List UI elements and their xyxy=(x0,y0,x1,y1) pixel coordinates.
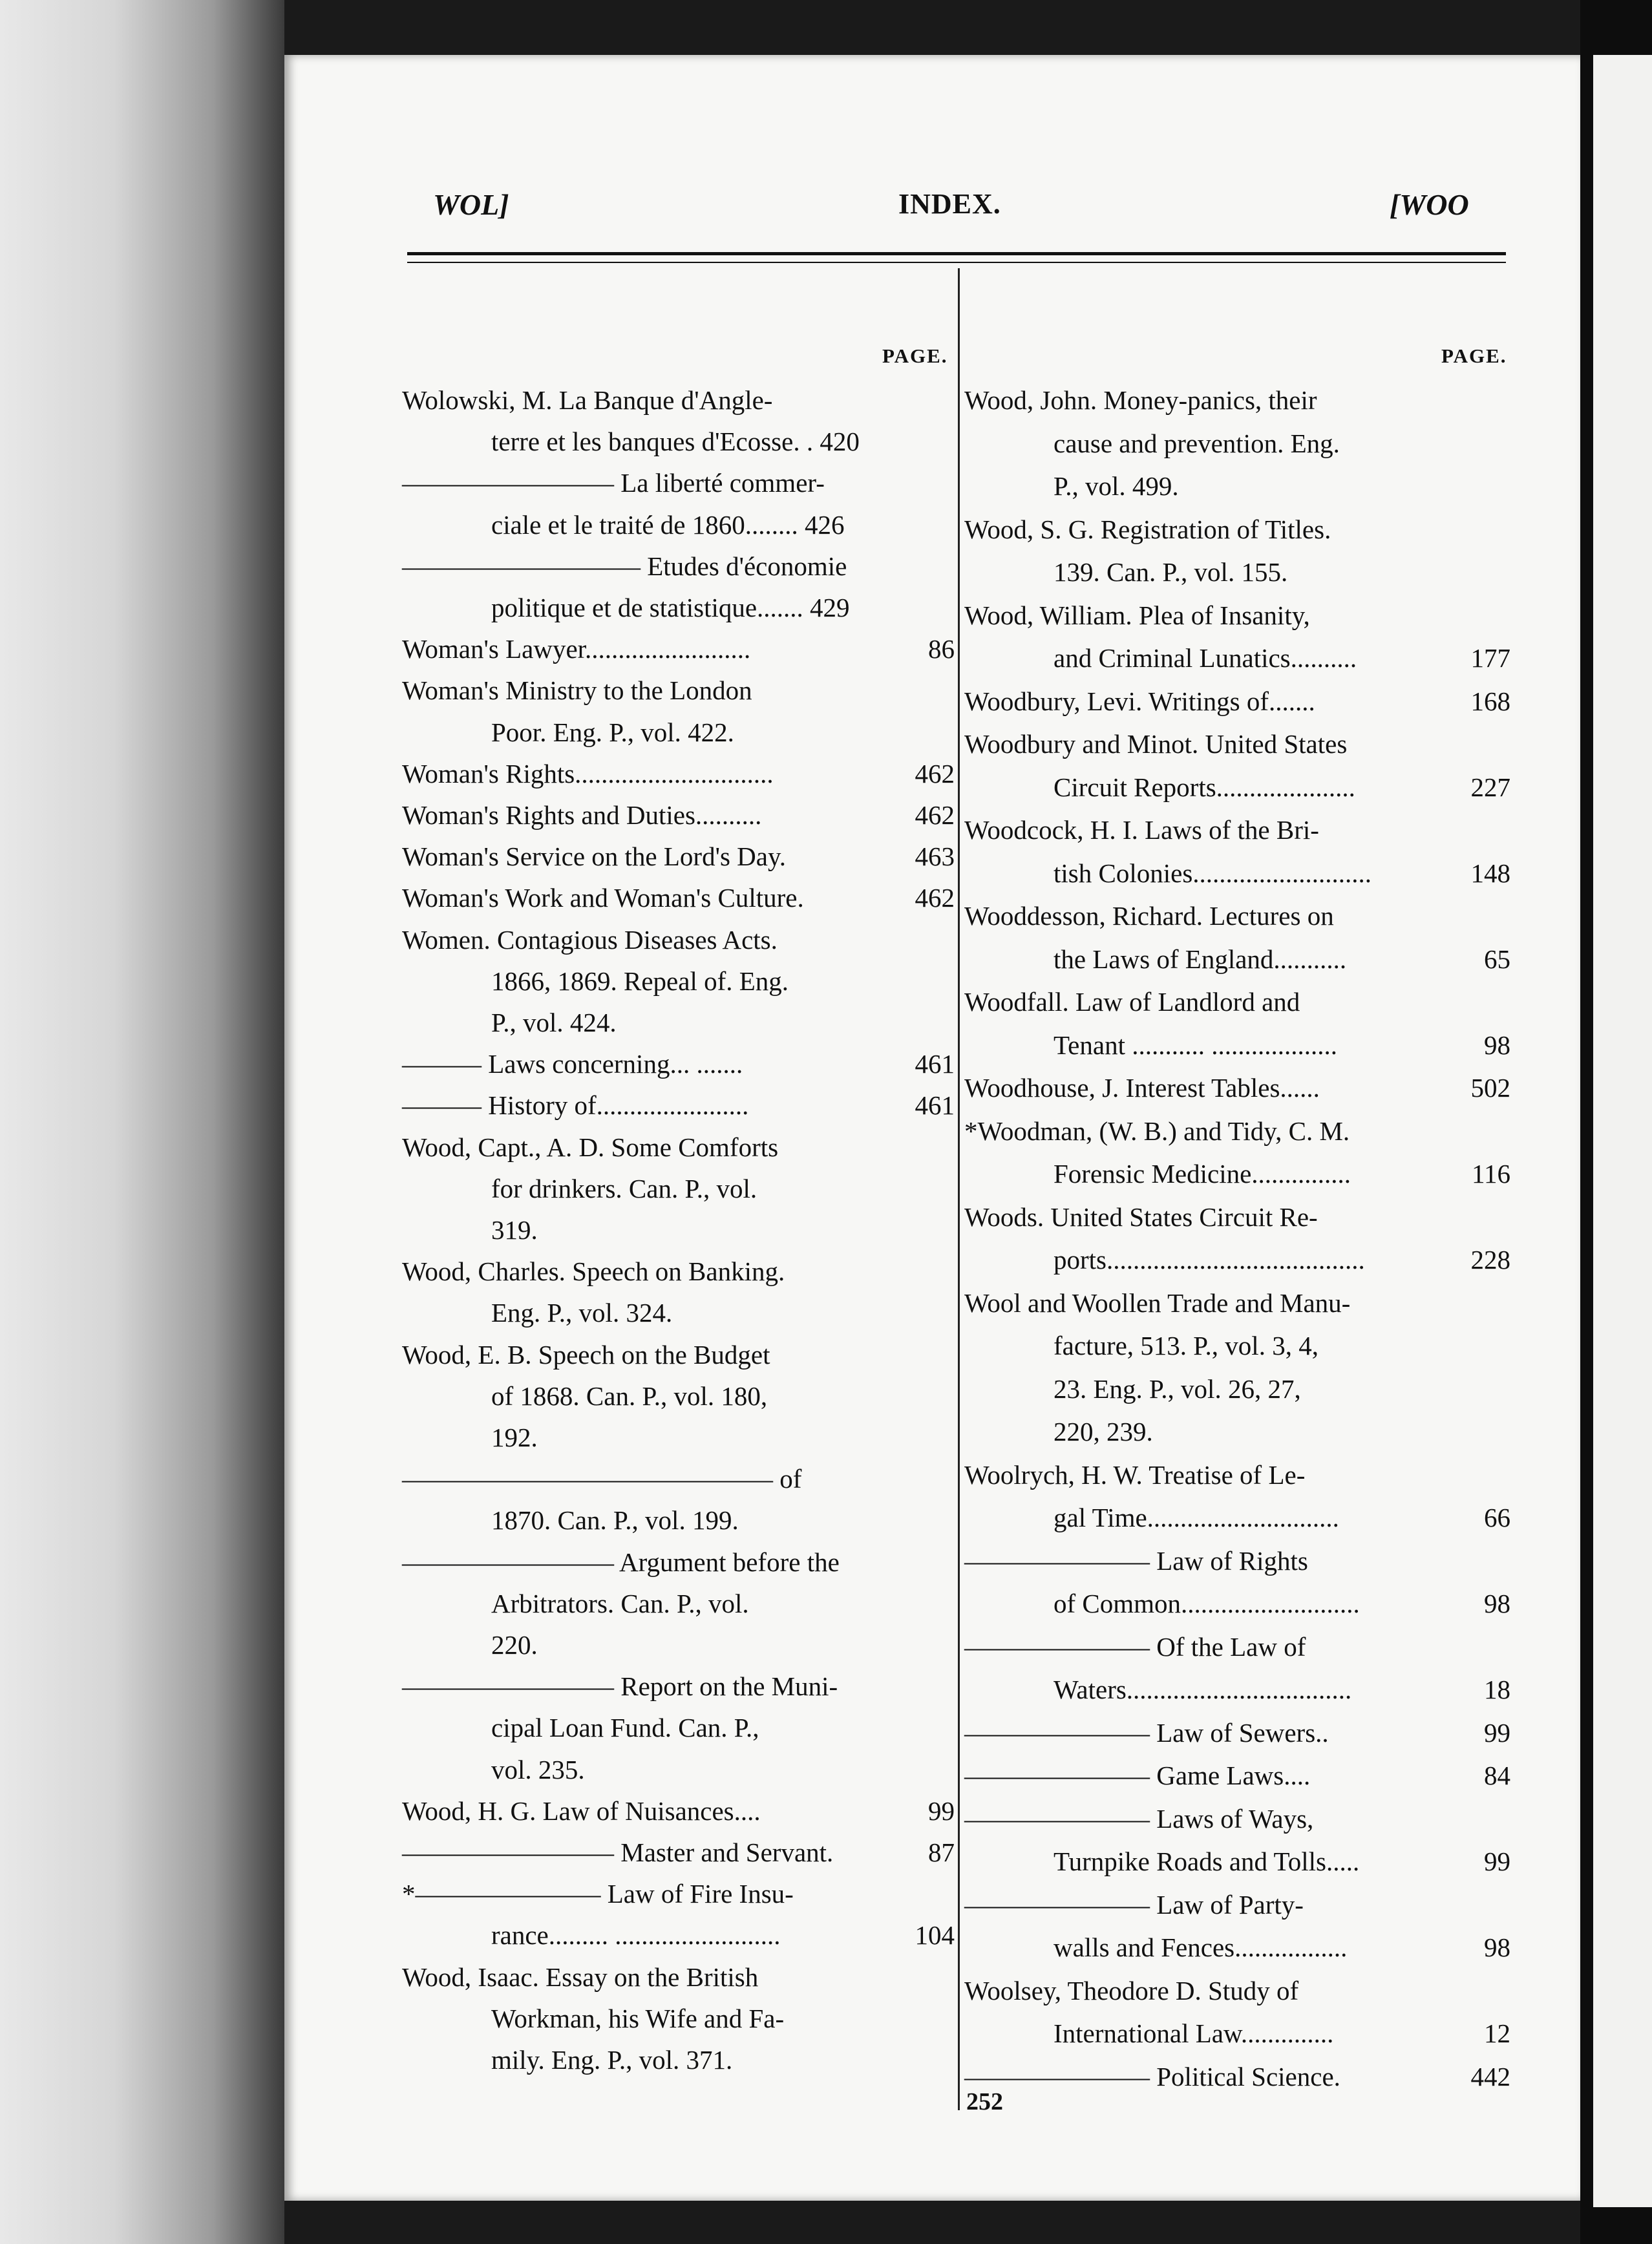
index-entry-line xyxy=(402,587,955,628)
index-entry-line xyxy=(402,1790,955,1832)
index-entry-line xyxy=(964,895,1510,937)
index-entry-text: Waters.................................. xyxy=(1054,1675,1352,1704)
index-entry-line xyxy=(402,836,955,877)
index-entry-line xyxy=(964,2056,1510,2097)
index-entry-text: of 1868. Can. P., vol. 180, xyxy=(491,1381,768,1411)
index-entry-page: 98 xyxy=(1484,1589,1510,1618)
index-entry-page: 148 xyxy=(1470,858,1510,888)
index-entry-text: ———————— Report on the Muni- xyxy=(402,1671,838,1702)
index-entry-text: terre et les banques d'Ecosse. . 420 xyxy=(491,427,860,457)
index-entry-text: ———————— Master and Servant. xyxy=(402,1837,834,1867)
index-entry-line xyxy=(402,1832,955,1873)
index-entry-page: 18 xyxy=(1484,1675,1510,1704)
index-entry-page: 461 xyxy=(915,1090,955,1121)
index-entry-line xyxy=(402,1707,955,1748)
index-entry-text: P., vol. 499. xyxy=(1054,471,1179,501)
index-entry-line xyxy=(402,794,955,836)
index-entry-line xyxy=(402,1251,955,1292)
index-page xyxy=(284,55,1580,2201)
index-entry-text: 220. xyxy=(491,1630,538,1660)
running-head-left: WOL] xyxy=(433,188,509,221)
index-entry-text: ————————— Etudes d'économie xyxy=(402,551,847,581)
index-entry-page: 98 xyxy=(1484,1932,1510,1962)
index-entry-page: 502 xyxy=(1470,1073,1510,1103)
index-entry-text: Wool and Woollen Trade and Manu- xyxy=(964,1287,1351,1318)
index-entry-line xyxy=(964,1067,1510,1108)
index-entry-page: 462 xyxy=(915,800,955,830)
index-entry-text: tish Colonies........................... xyxy=(1054,858,1372,888)
index-entry-line xyxy=(402,1127,955,1168)
index-entry-text: Woolsey, Theodore D. Study of xyxy=(964,1975,1299,2006)
index-entry-text: P., vol. 424. xyxy=(491,1008,617,1037)
index-entry-page: 462 xyxy=(915,758,955,789)
index-entry-line xyxy=(964,938,1510,980)
index-entry-text: and Criminal Lunatics.......... xyxy=(1054,643,1357,673)
index-entry-page: 442 xyxy=(1470,2061,1510,2091)
index-entry-line xyxy=(964,423,1510,464)
index-entry-line xyxy=(964,1454,1510,1496)
index-entry-line xyxy=(964,1196,1510,1238)
index-entry-text: Wood, Charles. Speech on Banking. xyxy=(402,1256,785,1287)
index-entry-line xyxy=(964,465,1510,507)
index-entry-text: 1870. Can. P., vol. 199. xyxy=(491,1505,739,1536)
page-number: 252 xyxy=(966,2088,1003,2115)
index-entry-text: rance......... ......................... xyxy=(491,1920,781,1951)
index-entry-line xyxy=(402,1666,955,1707)
index-entry-text: ——— History of....................... xyxy=(402,1090,749,1121)
next-page-edge xyxy=(1593,55,1652,2207)
index-entry-page: 228 xyxy=(1470,1245,1510,1275)
scan-left-margin xyxy=(0,0,284,2244)
index-entry-page: 462 xyxy=(915,883,955,913)
index-entry-text: for drinkers. Can. P., vol. xyxy=(491,1173,757,1203)
index-entry-text: Turnpike Roads and Tolls..... xyxy=(1054,1847,1360,1876)
index-entry-page: 461 xyxy=(915,1049,955,1079)
index-entry-line xyxy=(964,595,1510,636)
index-entry-text: Tenant ........... ................... xyxy=(1054,1030,1337,1060)
index-entry-text: Forensic Medicine............... xyxy=(1054,1159,1351,1189)
index-entry-line xyxy=(964,767,1510,808)
index-entry-line xyxy=(402,1499,955,1541)
index-entry-line xyxy=(402,1334,955,1375)
index-entry-text: gal Time............................. xyxy=(1054,1503,1339,1532)
index-entry-line xyxy=(964,551,1510,593)
index-entry-line xyxy=(964,809,1510,851)
index-entry-line xyxy=(402,1873,955,1914)
index-entry-page: 98 xyxy=(1484,1030,1510,1060)
index-entry-line xyxy=(402,753,955,794)
index-entry-text: Woman's Service on the Lord's Day. xyxy=(402,841,787,872)
index-entry-text: —————————————— of xyxy=(402,1464,802,1494)
index-entry-text: ——————— Law of Rights xyxy=(964,1545,1308,1576)
index-entry-page: 104 xyxy=(915,1920,955,1951)
column-divider xyxy=(958,268,960,2110)
index-entry-page: 168 xyxy=(1470,686,1510,716)
index-entry-text: 220, 239. xyxy=(1054,1417,1153,1446)
index-entry-page: 84 xyxy=(1484,1761,1510,1790)
index-entry-text: walls and Fences................. xyxy=(1054,1932,1348,1962)
index-entry-line xyxy=(964,1368,1510,1410)
index-entry-text: Wood, Isaac. Essay on the British xyxy=(402,1962,759,1992)
index-entry-line xyxy=(402,1998,955,2039)
index-entry-line xyxy=(964,1325,1510,1366)
index-entry-text: Woodbury and Minot. United States xyxy=(964,729,1348,759)
index-entry-line xyxy=(964,1841,1510,1882)
header-rule-thick xyxy=(407,252,1506,255)
index-entry-text: ——————— Law of Party- xyxy=(964,1889,1304,1920)
index-entry-text: Wood, Capt., A. D. Some Comforts xyxy=(402,1132,779,1162)
index-entry-page: 99 xyxy=(1484,1717,1510,1748)
index-entry-text: Wooddesson, Richard. Lectures on xyxy=(964,901,1334,931)
index-entry-line xyxy=(402,421,955,462)
index-entry-text: 139. Can. P., vol. 155. xyxy=(1054,557,1288,587)
index-entry-text: cause and prevention. Eng. xyxy=(1054,428,1340,458)
index-entry-text: Woodcock, H. I. Laws of the Bri- xyxy=(964,815,1319,845)
running-head-title: INDEX. xyxy=(898,188,1001,220)
index-entry-line xyxy=(402,379,955,421)
index-entry-line xyxy=(402,1043,955,1085)
index-entry-page: 87 xyxy=(928,1837,955,1867)
index-entry-text: Wolowski, M. La Banque d'Angle- xyxy=(402,385,773,415)
page-label-right: PAGE. xyxy=(1441,344,1507,367)
index-entry-text: Woman's Work and Woman's Culture. xyxy=(402,883,804,913)
index-entry-line xyxy=(402,545,955,587)
index-entry-page: 65 xyxy=(1484,944,1510,974)
header-rule-thin xyxy=(407,262,1506,263)
index-entry-text: Woolrych, H. W. Treatise of Le- xyxy=(964,1459,1306,1490)
index-entry-line xyxy=(964,1239,1510,1280)
index-entry-text: 319. xyxy=(491,1215,538,1245)
index-entry-text: Women. Contagious Diseases Acts. xyxy=(402,924,778,955)
index-entry-line xyxy=(964,1540,1510,1582)
index-entry-line xyxy=(402,2039,955,2080)
index-entry-line xyxy=(964,981,1510,1022)
index-entry-line xyxy=(964,1024,1510,1066)
index-entry-text: ——— Laws concerning... ....... xyxy=(402,1049,743,1079)
index-entry-text: ports....................................... xyxy=(1054,1245,1365,1275)
index-entry-text: ciale et le traité de 1860........ 426 xyxy=(491,509,845,540)
index-entry-line xyxy=(964,1583,1510,1624)
index-entry-text: Woodbury, Levi. Writings of....... xyxy=(964,686,1315,716)
index-entry-text: *——————— Law of Fire Insu- xyxy=(402,1879,794,1909)
index-entry-text: *Woodman, (W. B.) and Tidy, C. M. xyxy=(964,1116,1350,1146)
index-entry-text: Wood, S. G. Registration of Titles. xyxy=(964,514,1331,544)
index-entry-line xyxy=(964,1110,1510,1152)
index-entry-line xyxy=(964,1282,1510,1324)
index-entry-text: ——————— Law of Sewers.. xyxy=(964,1717,1329,1748)
index-entry-text: Arbitrators. Can. P., vol. xyxy=(491,1588,749,1618)
index-entry-line xyxy=(964,509,1510,550)
index-entry-text: 192. xyxy=(491,1423,538,1452)
index-entry-text: Poor. Eng. P., vol. 422. xyxy=(491,717,734,747)
index-entry-page: 99 xyxy=(928,1795,955,1826)
index-entry-text: ——————— Of the Law of xyxy=(964,1631,1306,1662)
index-entry-line xyxy=(402,1292,955,1333)
index-entry-line xyxy=(402,1209,955,1251)
index-entry-page: 12 xyxy=(1484,2018,1510,2048)
index-entry-line xyxy=(964,1970,1510,2011)
index-entry-text: Wood, E. B. Speech on the Budget xyxy=(402,1339,770,1370)
index-entry-line xyxy=(964,1798,1510,1839)
index-entry-line xyxy=(964,681,1510,722)
index-entry-line xyxy=(964,1927,1510,1968)
index-entry-text: 1866, 1869. Repeal of. Eng. xyxy=(491,966,789,996)
index-entry-line xyxy=(964,637,1510,679)
index-entry-page: 227 xyxy=(1470,772,1510,802)
index-entry-line xyxy=(964,1669,1510,1710)
index-entry-line xyxy=(402,1914,955,1956)
index-entry-text: Woodhouse, J. Interest Tables...... xyxy=(964,1073,1320,1103)
index-entry-line xyxy=(402,1417,955,1458)
index-entry-line xyxy=(402,504,955,545)
index-entry-line xyxy=(402,1956,955,1998)
index-entry-line xyxy=(402,1458,955,1499)
index-entry-text: Woman's Rights.............................. xyxy=(402,758,774,789)
index-entry-text: Wood, William. Plea of Insanity, xyxy=(964,600,1310,630)
index-entry-line xyxy=(402,877,955,918)
index-entry-line xyxy=(402,1749,955,1790)
index-entry-line xyxy=(964,1712,1510,1753)
index-entry-line xyxy=(402,1375,955,1417)
index-entry-text: ——————— Laws of Ways, xyxy=(964,1803,1314,1834)
index-entry-line xyxy=(402,960,955,1002)
page-label-left: PAGE. xyxy=(882,344,948,367)
index-entry-line xyxy=(402,670,955,711)
index-entry-text: Woman's Ministry to the London xyxy=(402,675,752,706)
index-entry-line xyxy=(402,628,955,670)
index-entry-text: International Law.............. xyxy=(1054,2018,1334,2048)
index-entry-line xyxy=(964,379,1510,421)
index-entry-text: Woman's Rights and Duties.......... xyxy=(402,800,762,830)
index-entry-page: 116 xyxy=(1472,1159,1510,1189)
index-entry-line xyxy=(402,1541,955,1583)
index-entry-text: ——————— Game Laws.... xyxy=(964,1761,1311,1790)
index-entry-line xyxy=(402,1168,955,1209)
index-entry-line xyxy=(964,1153,1510,1194)
index-entry-line xyxy=(402,919,955,960)
index-entry-line xyxy=(402,1583,955,1624)
index-entry-page: 177 xyxy=(1470,643,1510,673)
index-entry-line xyxy=(964,1411,1510,1452)
index-entry-text: the Laws of England........... xyxy=(1054,944,1347,974)
index-entry-text: of Common........................... xyxy=(1054,1589,1360,1618)
index-entry-text: Workman, his Wife and Fa- xyxy=(491,2003,785,2033)
running-head-right: [WOO xyxy=(1390,188,1469,221)
index-entry-text: Woodfall. Law of Landlord and xyxy=(964,987,1300,1017)
index-entry-line xyxy=(964,1497,1510,1538)
index-entry-line xyxy=(402,1085,955,1126)
index-entry-text: mily. Eng. P., vol. 371. xyxy=(491,2045,733,2075)
index-entry-page: 463 xyxy=(915,841,955,872)
index-entry-text: Wood, John. Money-panics, their xyxy=(964,385,1317,415)
index-entry-line xyxy=(402,462,955,503)
index-entry-text: Circuit Reports..................... xyxy=(1054,772,1355,802)
index-entry-text: ———————— La liberté commer- xyxy=(402,468,825,498)
index-entry-text: 23. Eng. P., vol. 26, 27, xyxy=(1054,1373,1301,1404)
index-entry-line xyxy=(402,1002,955,1043)
index-entry-page: 66 xyxy=(1484,1503,1510,1532)
index-entry-text: facture, 513. P., vol. 3, 4, xyxy=(1054,1331,1318,1360)
index-entry-text: vol. 235. xyxy=(491,1754,585,1784)
index-entry-text: ———————— Argument before the xyxy=(402,1547,840,1577)
index-entry-text: cipal Loan Fund. Can. P., xyxy=(491,1713,759,1743)
index-entry-text: ——————— Political Science. xyxy=(964,2061,1340,2091)
index-entry-text: politique et de statistique....... 429 xyxy=(491,593,850,622)
index-entry-line xyxy=(402,1624,955,1666)
index-entry-text: Woods. United States Circuit Re- xyxy=(964,1201,1318,1232)
index-entry-text: Eng. P., vol. 324. xyxy=(491,1298,673,1328)
index-entry-line xyxy=(964,723,1510,765)
index-entry-text: Woman's Lawyer......................... xyxy=(402,634,751,664)
index-entry-page: 86 xyxy=(928,634,955,664)
index-entry-line xyxy=(964,1884,1510,1925)
index-entry-line xyxy=(964,852,1510,894)
index-entry-text: Wood, H. G. Law of Nuisances.... xyxy=(402,1795,761,1826)
index-entry-line xyxy=(964,2013,1510,2054)
index-entry-line xyxy=(964,1755,1510,1796)
index-entry-line xyxy=(964,1626,1510,1667)
index-entry-page: 99 xyxy=(1484,1847,1510,1876)
index-entry-line xyxy=(402,712,955,753)
